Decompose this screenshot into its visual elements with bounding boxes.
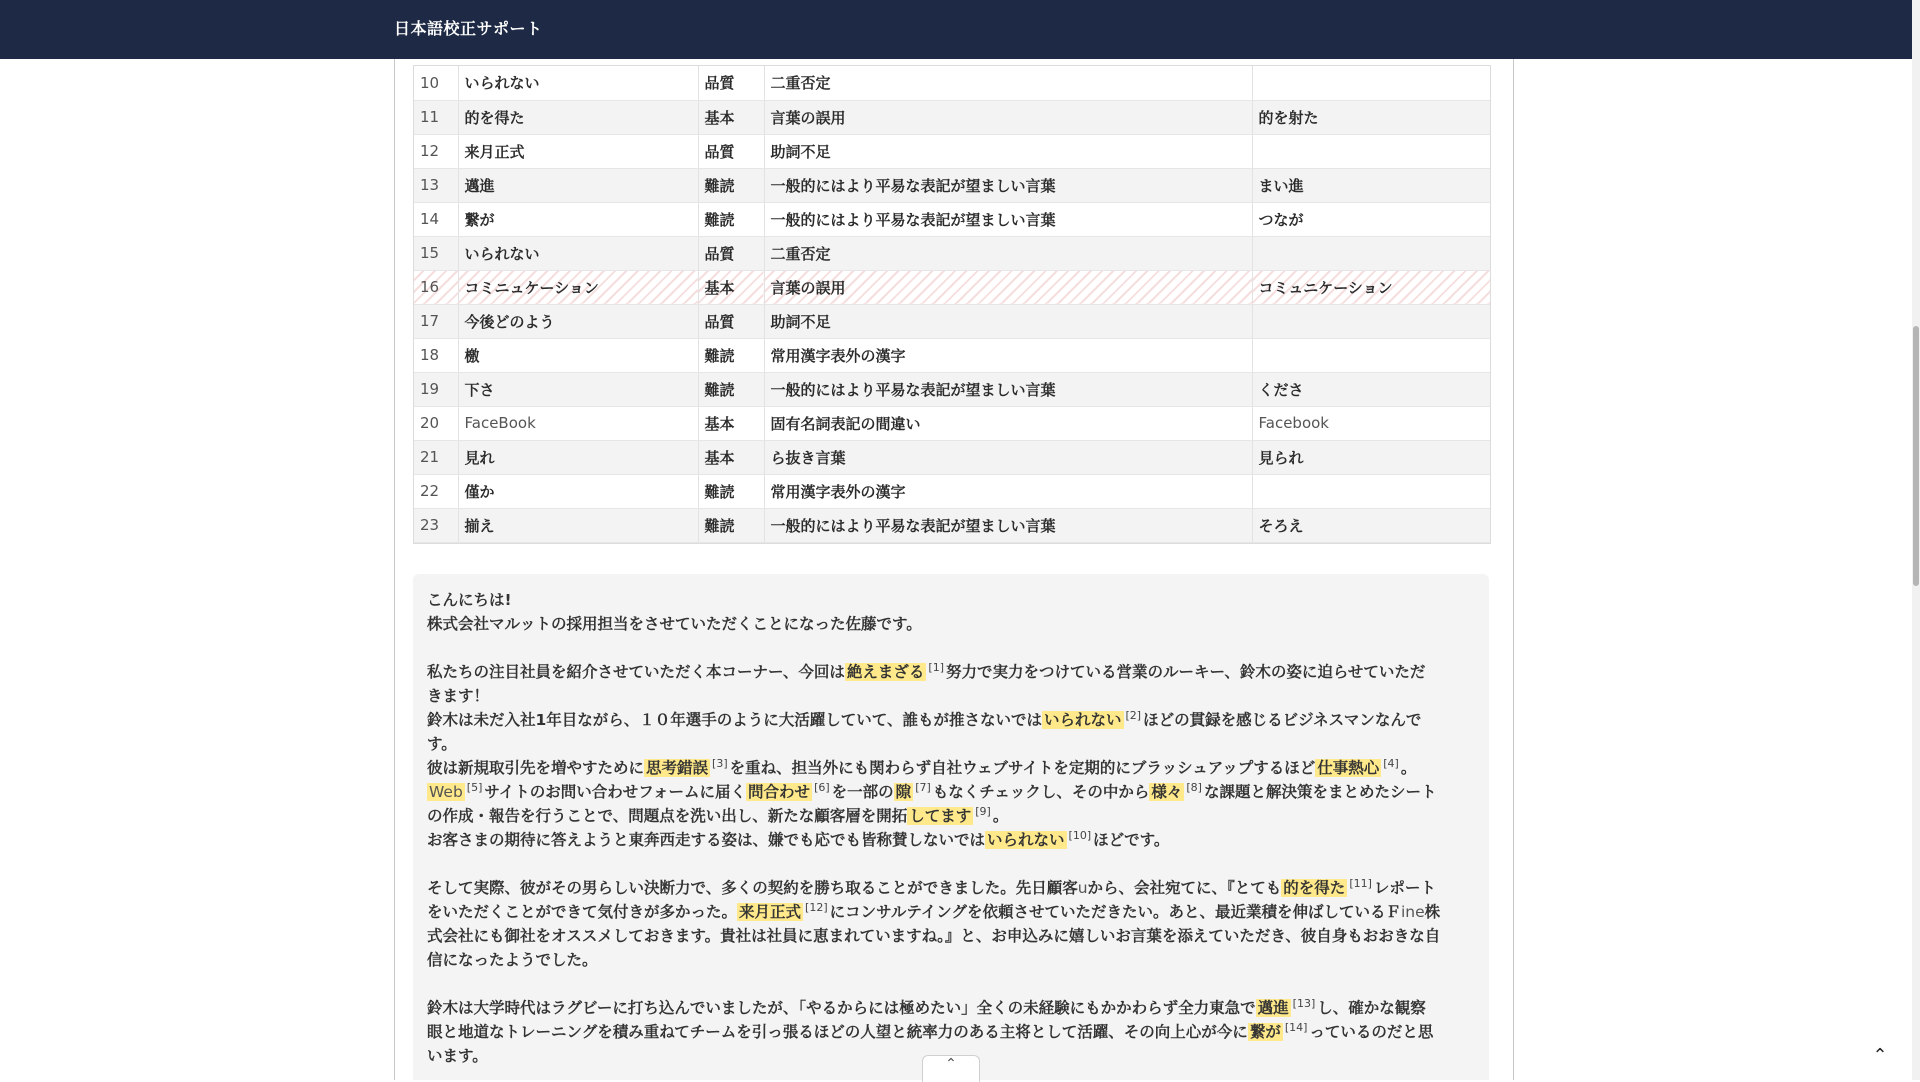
suggestion-cell: 的を射た bbox=[1252, 100, 1490, 134]
reason-cell: 助詞不足 bbox=[764, 304, 1252, 338]
back-to-top-button[interactable] bbox=[1858, 1036, 1902, 1076]
reason-cell: 常用漢字表外の漢字 bbox=[764, 338, 1252, 372]
level-cell: 基本 bbox=[698, 406, 764, 440]
row-number: 10 bbox=[414, 66, 458, 100]
level-cell: 難読 bbox=[698, 474, 764, 508]
text-line: お客さまの期待に答えようと東奔西走する姿は、嫌でも応でも皆称賛しないでは いられない [10] ほどです。 bbox=[427, 828, 1170, 849]
flagged-word[interactable]: 繋が bbox=[1249, 1023, 1281, 1041]
flagged-word[interactable]: Web bbox=[429, 783, 463, 801]
flagged-word[interactable]: 様々 bbox=[1151, 783, 1183, 801]
reason-cell: 一般的にはより平易な表記が望ましい言葉 bbox=[764, 508, 1252, 542]
row-number: 11 bbox=[414, 100, 458, 134]
flagged-word-cell: 繋が bbox=[458, 202, 698, 236]
table-row[interactable] bbox=[414, 202, 1490, 236]
app-title[interactable]: 日本語校正サポート bbox=[394, 19, 543, 38]
suggestion-cell bbox=[1252, 304, 1490, 338]
ref-marker[interactable]: [14] bbox=[1284, 1020, 1308, 1034]
flagged-word-cell: 揃え bbox=[458, 508, 698, 542]
level-cell: 基本 bbox=[698, 440, 764, 474]
reason-cell: ら抜き言葉 bbox=[764, 440, 1252, 474]
table-row[interactable] bbox=[414, 338, 1490, 372]
ref-marker[interactable]: [2] bbox=[1125, 708, 1142, 722]
reason-cell: 助詞不足 bbox=[764, 134, 1252, 168]
suggestion-cell bbox=[1252, 236, 1490, 270]
level-cell: 基本 bbox=[698, 100, 764, 134]
reason-cell: 一般的にはより平易な表記が望ましい言葉 bbox=[764, 372, 1252, 406]
flagged-word-cell: 来月正式 bbox=[458, 134, 698, 168]
level-cell: 難読 bbox=[698, 338, 764, 372]
flagged-word[interactable]: 思考錯誤 bbox=[646, 759, 709, 777]
flagged-word-cell: いられない bbox=[458, 66, 698, 100]
row-number: 21 bbox=[414, 440, 458, 474]
reason-cell: 一般的にはより平易な表記が望ましい言葉 bbox=[764, 168, 1252, 202]
text-line: 信になったようでした。 bbox=[427, 951, 598, 969]
row-number: 14 bbox=[414, 202, 458, 236]
level-cell: 基本 bbox=[698, 270, 764, 304]
level-cell: 難読 bbox=[698, 168, 764, 202]
ref-marker[interactable]: [8] bbox=[1186, 780, 1202, 794]
chevron-up-icon: ⌃ bbox=[945, 1056, 957, 1072]
scroll-up-button[interactable] bbox=[922, 1055, 980, 1082]
ref-marker[interactable]: [13] bbox=[1292, 996, 1316, 1010]
text-line: 私たちの注目社員を紹介させていただく本コーナー、今回は 絶えまざる [1] 努力で実力をつけている営業のルーキー、鈴木の姿に迫らせていただ bbox=[427, 660, 1426, 681]
suggestion-cell bbox=[1252, 66, 1490, 100]
suggestion-cell: 見られ bbox=[1252, 440, 1490, 474]
row-number: 22 bbox=[414, 474, 458, 508]
article-greeting-block bbox=[427, 588, 1475, 636]
ref-marker[interactable]: [7] bbox=[915, 780, 931, 794]
issues-table bbox=[414, 66, 1490, 543]
app-header bbox=[0, 0, 1912, 59]
text-line: の作成・報告を行うことで、問題点を洗い出し、新たな顧客層を開拓 してます [9] 。 bbox=[427, 804, 1009, 825]
level-cell: 品質 bbox=[698, 236, 764, 270]
suggestion-cell: くださ bbox=[1252, 372, 1490, 406]
table-row[interactable] bbox=[414, 168, 1490, 202]
intro-text: 株式会社マルットの採用担当をさせていただくことになった佐藤です。 bbox=[427, 615, 922, 633]
scrollbar-thumb[interactable] bbox=[1913, 326, 1919, 586]
row-number: 23 bbox=[414, 508, 458, 542]
reason-cell: 言葉の誤用 bbox=[764, 100, 1252, 134]
text-line: 式会社にも御社をオススメしておきます。貴社は社員に恵まれていますね。』と、お申込みに嬉しいお言葉を添えていただき、彼自身もおおきな自 bbox=[427, 927, 1441, 945]
ref-marker[interactable]: [10] bbox=[1068, 828, 1092, 842]
table-row[interactable] bbox=[414, 66, 1490, 100]
suggestion-cell: つなが bbox=[1252, 202, 1490, 236]
ref-marker[interactable]: [9] bbox=[975, 804, 991, 818]
row-number: 20 bbox=[414, 406, 458, 440]
main-panel bbox=[394, 59, 1514, 1080]
greeting-text: こんにちは! bbox=[427, 591, 512, 609]
row-number: 19 bbox=[414, 372, 458, 406]
result-table bbox=[413, 65, 1491, 544]
table-row[interactable] bbox=[414, 440, 1490, 474]
row-number: 16 bbox=[414, 270, 458, 304]
flagged-word[interactable]: 隙 bbox=[895, 783, 912, 801]
suggestion-cell: Facebook bbox=[1252, 406, 1490, 440]
reason-cell: 常用漢字表外の漢字 bbox=[764, 474, 1252, 508]
ref-marker[interactable]: [11] bbox=[1349, 876, 1372, 890]
row-number: 18 bbox=[414, 338, 458, 372]
text-line: Web [5] サイトのお問い合わせフォームに届く 問合わせ [6] を一部の 隙 [7] もなくチェックし、その中から 様々 [8] な課題と解決策をまとめたシート bbox=[429, 780, 1437, 801]
reason-cell: 固有名詞表記の間違い bbox=[764, 406, 1252, 440]
flagged-word[interactable]: 絶えまざる bbox=[846, 663, 925, 681]
flagged-word-cell: 僅か bbox=[458, 474, 698, 508]
ref-marker[interactable]: [3] bbox=[712, 756, 728, 770]
suggestion-cell: そろえ bbox=[1252, 508, 1490, 542]
reason-cell: 一般的にはより平易な表記が望ましい言葉 bbox=[764, 202, 1252, 236]
text-line: います。 bbox=[427, 1047, 488, 1065]
flagged-word[interactable]: いられない bbox=[1043, 711, 1122, 729]
flagged-word-cell: 今後どのよう bbox=[458, 304, 698, 338]
flagged-word-cell: 下さ bbox=[458, 372, 698, 406]
flagged-word[interactable]: いられない bbox=[987, 831, 1065, 849]
ref-marker[interactable]: [5] bbox=[466, 780, 483, 794]
row-number: 13 bbox=[414, 168, 458, 202]
suggestion-cell: コミュニケーション bbox=[1252, 270, 1490, 304]
flagged-word-cell: いられない bbox=[458, 236, 698, 270]
table-row[interactable] bbox=[414, 236, 1490, 270]
article-paragraph-2 bbox=[427, 660, 1475, 852]
level-cell: 品質 bbox=[698, 66, 764, 100]
ref-marker[interactable]: [6] bbox=[814, 780, 830, 794]
table-row[interactable] bbox=[414, 474, 1490, 508]
flagged-word-cell: 的を得た bbox=[458, 100, 698, 134]
article-paragraph-3 bbox=[427, 876, 1475, 972]
flagged-word[interactable]: してます bbox=[909, 807, 972, 825]
text-line: 鈴木は大学時代はラグビーに打ち込んでいましたが、「やるからには極めたい」全くの未経験にもかかわらず全力東急で 邁進 [13] し、確かな観察 bbox=[427, 996, 1426, 1017]
flagged-word-cell: 檄 bbox=[458, 338, 698, 372]
reason-cell: 言葉の誤用 bbox=[764, 270, 1252, 304]
flagged-word[interactable]: 邁進 bbox=[1257, 999, 1289, 1017]
level-cell: 難読 bbox=[698, 508, 764, 542]
text-line: 鈴木は未だ入社1年目ながら、１０年選手のように大活躍していて、誰もが推さないでは いられない [2] ほどの貫録を感じるビジネスマンなんで bbox=[427, 708, 1422, 729]
suggestion-cell bbox=[1252, 474, 1490, 508]
article-preview bbox=[413, 574, 1489, 1080]
ref-marker[interactable]: [1] bbox=[928, 660, 944, 674]
table-row[interactable] bbox=[414, 270, 1490, 304]
row-number: 15 bbox=[414, 236, 458, 270]
text-line: きます！ bbox=[427, 687, 490, 705]
level-cell: 難読 bbox=[698, 372, 764, 406]
row-number: 12 bbox=[414, 134, 458, 168]
ref-marker[interactable]: [12] bbox=[805, 900, 828, 914]
text-line: をいただくことができて気付きが多かった。 来月正式 [12] にコンサルテイングを依頼させていただきたい。あと、最近業積を伸ばしているＦine株 bbox=[427, 900, 1441, 921]
flagged-word-cell: 邁進 bbox=[458, 168, 698, 202]
table-row[interactable] bbox=[414, 508, 1490, 542]
suggestion-cell bbox=[1252, 338, 1490, 372]
reason-cell: 二重否定 bbox=[764, 66, 1252, 100]
flagged-word[interactable]: 問合わせ bbox=[748, 783, 811, 801]
table-row[interactable] bbox=[414, 372, 1490, 406]
text-line: 彼は新規取引先を増やすために 思考錯誤 [3] を重ね、担当外にも関わらず自社ウェブサイトを定期的にブラッシュアップするほど 仕事熱心 [4] 。 bbox=[427, 756, 1417, 777]
flagged-word-cell: FaceBook bbox=[458, 406, 698, 440]
text-line: す。 bbox=[427, 735, 457, 753]
text-line: 眼と地道なトレーニングを積み重ねてチームを引っ張るほどの人望と統率力のある主将として活躍、その向上心が今に 繋が [14] っているのだと思 bbox=[427, 1020, 1434, 1041]
flagged-word-cell: コミニュケーション bbox=[458, 270, 698, 304]
table-row[interactable] bbox=[414, 406, 1490, 440]
row-number: 17 bbox=[414, 304, 458, 338]
chevron-up-icon: ⌃ bbox=[1872, 1045, 1888, 1066]
flagged-word[interactable]: 仕事熱心 bbox=[1317, 759, 1380, 777]
suggestion-cell bbox=[1252, 134, 1490, 168]
text-line: そして実際、彼がその男らしい決断力で、多くの契約を勝ち取ることができました。先日顧客uから、会社宛てに、『とても 的を得た [11] レポート bbox=[427, 876, 1436, 897]
table-row[interactable] bbox=[414, 100, 1490, 134]
flagged-word[interactable]: 来月正式 bbox=[739, 903, 802, 921]
flagged-word-cell: 見れ bbox=[458, 440, 698, 474]
reason-cell: 二重否定 bbox=[764, 236, 1252, 270]
table-row[interactable] bbox=[414, 304, 1490, 338]
table-row[interactable] bbox=[414, 134, 1490, 168]
flagged-word[interactable]: 的を得た bbox=[1283, 879, 1346, 897]
level-cell: 品質 bbox=[698, 304, 764, 338]
suggestion-cell: まい進 bbox=[1252, 168, 1490, 202]
ref-marker[interactable]: [4] bbox=[1383, 756, 1399, 770]
level-cell: 難読 bbox=[698, 202, 764, 236]
level-cell: 品質 bbox=[698, 134, 764, 168]
